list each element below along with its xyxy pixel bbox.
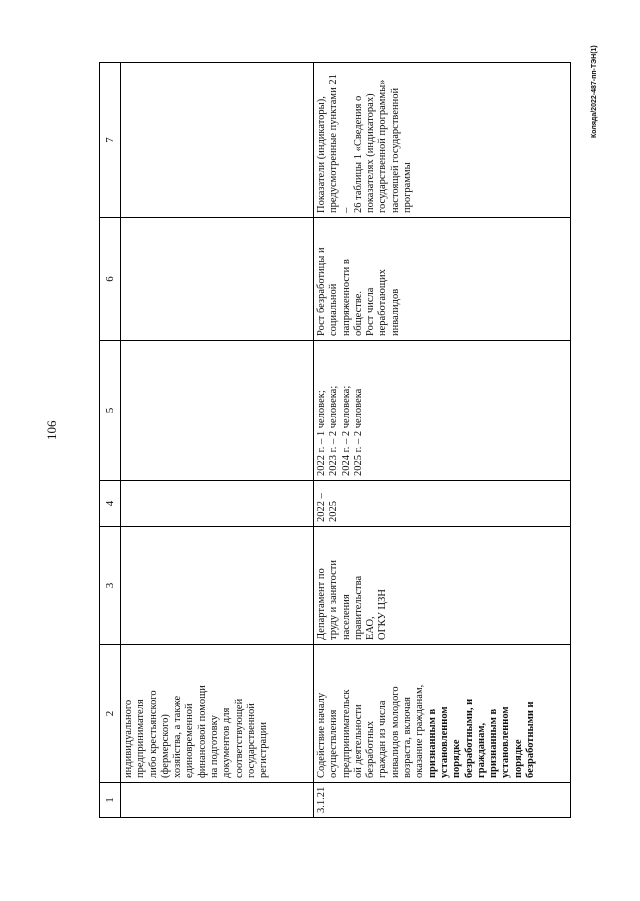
executor-cell: Департамент по труду и занятости населения правительства ЕАО, ОГКУ ЦЗН [314,527,571,645]
measure-name-cell: индивидуального предпринимателя либо крестьянского (фермерского) хозяйства, а также единовременной финансовой помощи на подготовку документов для соответствующей государственной регистрации [121,645,314,783]
table-row [121,63,314,818]
table-row [314,63,571,818]
result-cell [121,341,314,481]
period-cell [121,481,314,527]
indicator-cell: Показатели (индикаторы), предусмотренные пунктами 21 – 26 таблицы 1 «Сведения о показателях (индикаторах) государственной программы» настоящей государственной программы [314,63,571,218]
header-cell: 7 [100,63,121,218]
rotated-table-container [99,63,571,818]
header-cell: 2 [100,645,121,783]
page-number: 106 [44,420,59,440]
indicator-cell [121,63,314,218]
row-number-cell: 3.1.21 [314,783,571,818]
measure-name-cell: Содействие началу осуществления предпринимательск ой деятельности безработных граждан из числа инвалидов молодого возраста, включая оказание гражданам, признанным в установленном порядке безработными, и гражданам, признанным в установленном порядке безработными и [314,645,571,783]
header-cell: 3 [100,527,121,645]
row-number-cell [121,783,314,818]
executor-cell [121,527,314,645]
program-measures-table [99,62,571,818]
header-cell: 6 [100,218,121,341]
period-cell: 2022 – 2025 [314,481,571,527]
document-code: Коляда/2022-487-пп-ТЭН(1) [591,45,598,138]
header-cell: 4 [100,481,121,527]
header-row [100,63,121,818]
consequence-cell [121,218,314,341]
result-cell: 2022 г. – 1 человек; 2023 г. – 2 человека; 2024 г. – 2 человека; 2025 г. – 2 человека [314,341,571,481]
header-cell: 1 [100,783,121,818]
consequence-cell: Рост безработицы и социальной напряженности в обществе. Рост числа неработающих инвалидов [314,218,571,341]
header-cell: 5 [100,341,121,481]
